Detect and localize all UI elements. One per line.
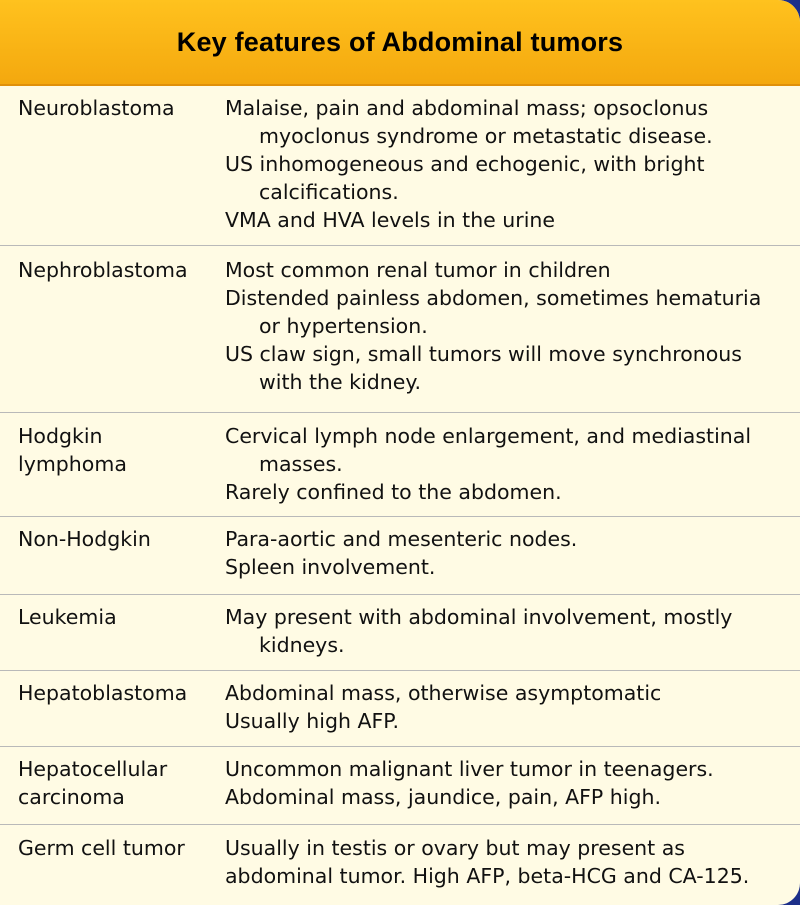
tumor-name: Leukemia: [18, 605, 117, 629]
feature-line: Spleen involvement.: [225, 555, 436, 579]
card-header: [0, 0, 800, 86]
tumor-name: Non-Hodgkin: [18, 527, 151, 551]
tumor-description: [225, 679, 786, 735]
tumor-name: Nephroblastoma: [18, 258, 188, 282]
tumor-name: Hepatoblastoma: [18, 681, 188, 705]
table-row: [0, 516, 800, 595]
table-row: [0, 670, 800, 747]
tumor-description: [225, 755, 786, 811]
tumor-description: [225, 256, 786, 396]
table-row: [0, 412, 800, 517]
feature-line: Usually in testis or ovary but may present as abdominal tumor. High AFP, beta-HCG and CA-125.: [225, 836, 750, 888]
table-row: [0, 746, 800, 825]
tumor-name: Germ cell tumor: [18, 836, 185, 860]
feature-line: Abdominal mass, jaundice, pain, AFP high.: [225, 785, 662, 809]
feature-line: US claw sign, small tumors will move synchronous with the kidney.: [225, 342, 742, 394]
feature-line: Malaise, pain and abdominal mass; opsoclonus myoclonus syndrome or metastatic disease.: [225, 96, 713, 148]
feature-line: Para-aortic and mesenteric nodes.: [225, 527, 578, 551]
feature-line: Rarely confined to the abdomen.: [225, 480, 562, 504]
feature-line: VMA and HVA levels in the urine: [225, 208, 556, 232]
table-row: [0, 84, 800, 246]
feature-line: Most common renal tumor in children: [225, 258, 611, 282]
feature-line: Uncommon malignant liver tumor in teenagers.: [225, 757, 714, 781]
feature-line: US inhomogeneous and echogenic, with bright calcifications.: [225, 152, 705, 204]
card-title: Key features of Abdominal tumors: [176, 26, 624, 57]
table-row: [0, 824, 800, 905]
tumor-description: [225, 422, 786, 506]
feature-line: Cervical lymph node enlargement, and mediastinal masses.: [225, 424, 752, 476]
tumor-description: [225, 834, 786, 890]
tumor-description: [225, 603, 786, 659]
feature-line: Abdominal mass, otherwise asymptomatic: [225, 681, 662, 705]
tumor-name: Neuroblastoma: [18, 96, 175, 120]
table-row: [0, 245, 800, 413]
tumor-name: Hodgkin lymphoma: [18, 424, 127, 476]
feature-line: Distended painless abdomen, sometimes hematuria or hypertension.: [225, 286, 762, 338]
tumor-description: [225, 525, 786, 581]
feature-line: Usually high AFP.: [225, 709, 399, 733]
feature-line: May present with abdominal involvement, mostly kidneys.: [225, 605, 733, 657]
table-row: [0, 594, 800, 671]
tumor-name: Hepatocellular carcinoma: [18, 757, 168, 809]
tumor-description: [225, 94, 786, 234]
